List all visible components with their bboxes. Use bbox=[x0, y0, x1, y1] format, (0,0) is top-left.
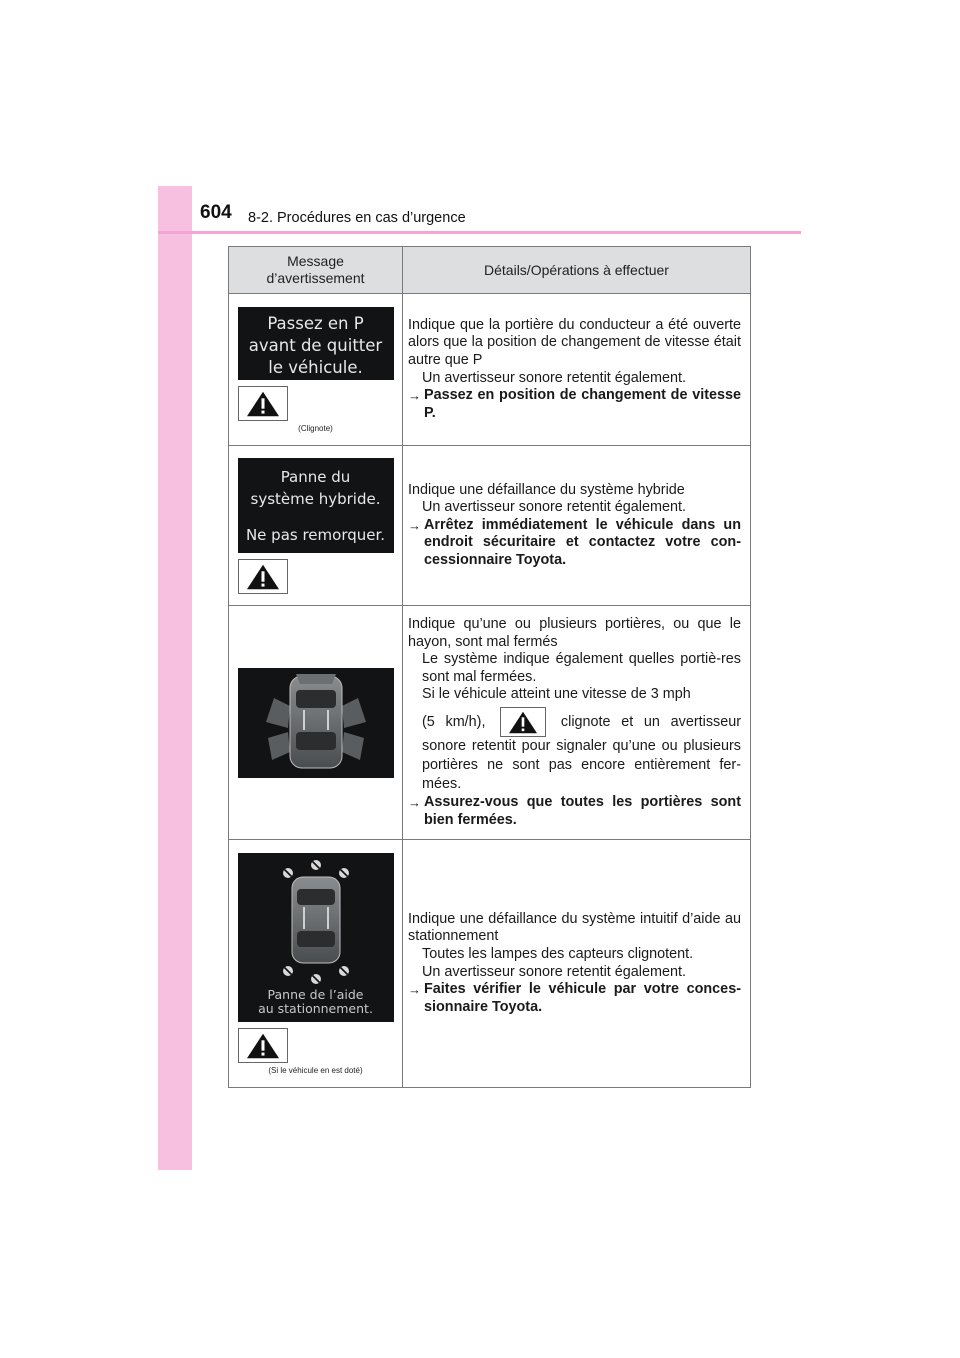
message-cell bbox=[229, 840, 403, 1088]
warning-messages-table bbox=[228, 246, 751, 1088]
warning-triangle-icon bbox=[238, 386, 288, 421]
note-text-inline bbox=[408, 707, 741, 794]
column-header-message: Message d’avertissement bbox=[229, 247, 403, 294]
display-line: système hybride. bbox=[250, 489, 381, 508]
caption-if-equipped: (Si le véhicule en est doté) bbox=[268, 1065, 363, 1075]
message-cell bbox=[229, 294, 403, 446]
description-text: Indique une défaillance du système intuitif d’aide au stationnement bbox=[408, 910, 741, 945]
description-text: Indique que la portière du conducteur a été ouverte alors que la position de changement de vitesse était autre que P bbox=[408, 316, 741, 368]
description-text: Indique qu’une ou plusieurs portières, ou que le hayon, sont mal fermés bbox=[408, 616, 741, 650]
details-cell bbox=[403, 446, 751, 606]
action-text: Passez en position de changement de vitesse P. bbox=[424, 387, 741, 421]
action-text: Arrêtez immédiatement le véhicule dans un endroit sécuritaire et contactez votre con-cessionnaire Toyota. bbox=[424, 516, 741, 568]
caption-blinking: (Clignote) bbox=[298, 423, 333, 433]
action-text: Assurez-vous que toutes les portières sont bien fermées. bbox=[424, 793, 741, 828]
action-line bbox=[408, 517, 741, 570]
display-line: Ne pas remorquer. bbox=[245, 525, 386, 544]
table-row bbox=[229, 840, 751, 1088]
message-cell bbox=[229, 606, 403, 840]
section-title: 8-2. Procédures en cas d’urgence bbox=[248, 210, 466, 226]
details-cell bbox=[403, 840, 751, 1088]
parking-assist-text bbox=[238, 988, 394, 1016]
page-number: 604 bbox=[200, 202, 232, 223]
table-row bbox=[229, 294, 751, 446]
arrow-right-icon: → bbox=[408, 794, 421, 810]
display-line: Panne de l’aide bbox=[267, 986, 364, 1002]
side-tab-band bbox=[158, 186, 192, 1170]
note-text: Un avertisseur sonore retentit également. bbox=[422, 963, 686, 980]
header-rule bbox=[158, 231, 801, 234]
display-line: le véhicule. bbox=[268, 357, 363, 377]
note-text: Si le véhicule atteint une vitesse de 3 mph bbox=[422, 686, 691, 703]
open-doors-vehicle-icon bbox=[238, 668, 394, 778]
action-line bbox=[408, 794, 741, 829]
details-cell bbox=[403, 294, 751, 446]
display-line: au stationnement. bbox=[258, 1000, 373, 1016]
warning-triangle-icon bbox=[238, 1028, 288, 1063]
table-row bbox=[229, 606, 751, 840]
display-screen-shift-p bbox=[238, 307, 394, 380]
table-header-row bbox=[229, 247, 751, 294]
arrow-right-icon: → bbox=[408, 517, 421, 533]
warning-triangle-icon bbox=[500, 707, 546, 737]
note-text: Toutes les lampes des capteurs clignotent. bbox=[422, 946, 694, 963]
action-text: Faites vérifier le véhicule par votre conces-sionnaire Toyota. bbox=[424, 981, 741, 1015]
inline-text-before: (5 km/h), bbox=[422, 713, 486, 730]
display-line: Panne du bbox=[280, 467, 351, 486]
parking-assist-display bbox=[238, 853, 394, 1022]
display-line: Passez en P bbox=[267, 313, 364, 333]
note-text: Un avertisseur sonore retentit également. bbox=[422, 499, 686, 516]
warning-triangle-icon bbox=[238, 559, 288, 594]
column-header-details: Détails/Opérations à effectuer bbox=[403, 247, 751, 294]
arrow-right-icon: → bbox=[408, 982, 421, 998]
description-text: Indique une défaillance du système hybride bbox=[408, 481, 685, 498]
note-text: Un avertisseur sonore retentit également. bbox=[422, 369, 686, 386]
action-line bbox=[408, 981, 741, 1016]
note-text: Le système indique également quelles portiè-res sont mal fermées. bbox=[422, 651, 741, 685]
table-row bbox=[229, 446, 751, 606]
display-screen-hybrid-failure bbox=[238, 458, 394, 553]
inline-text-after: clignote et un avertisseur sonore retentit pour signaler qu’une ou plusieurs portières ne sont pas encore entièrement fer-mées. bbox=[422, 713, 742, 792]
display-line: avant de quitter bbox=[248, 335, 383, 355]
details-cell bbox=[403, 606, 751, 840]
arrow-right-icon: → bbox=[408, 388, 421, 404]
action-line bbox=[408, 387, 741, 422]
message-cell bbox=[229, 446, 403, 606]
